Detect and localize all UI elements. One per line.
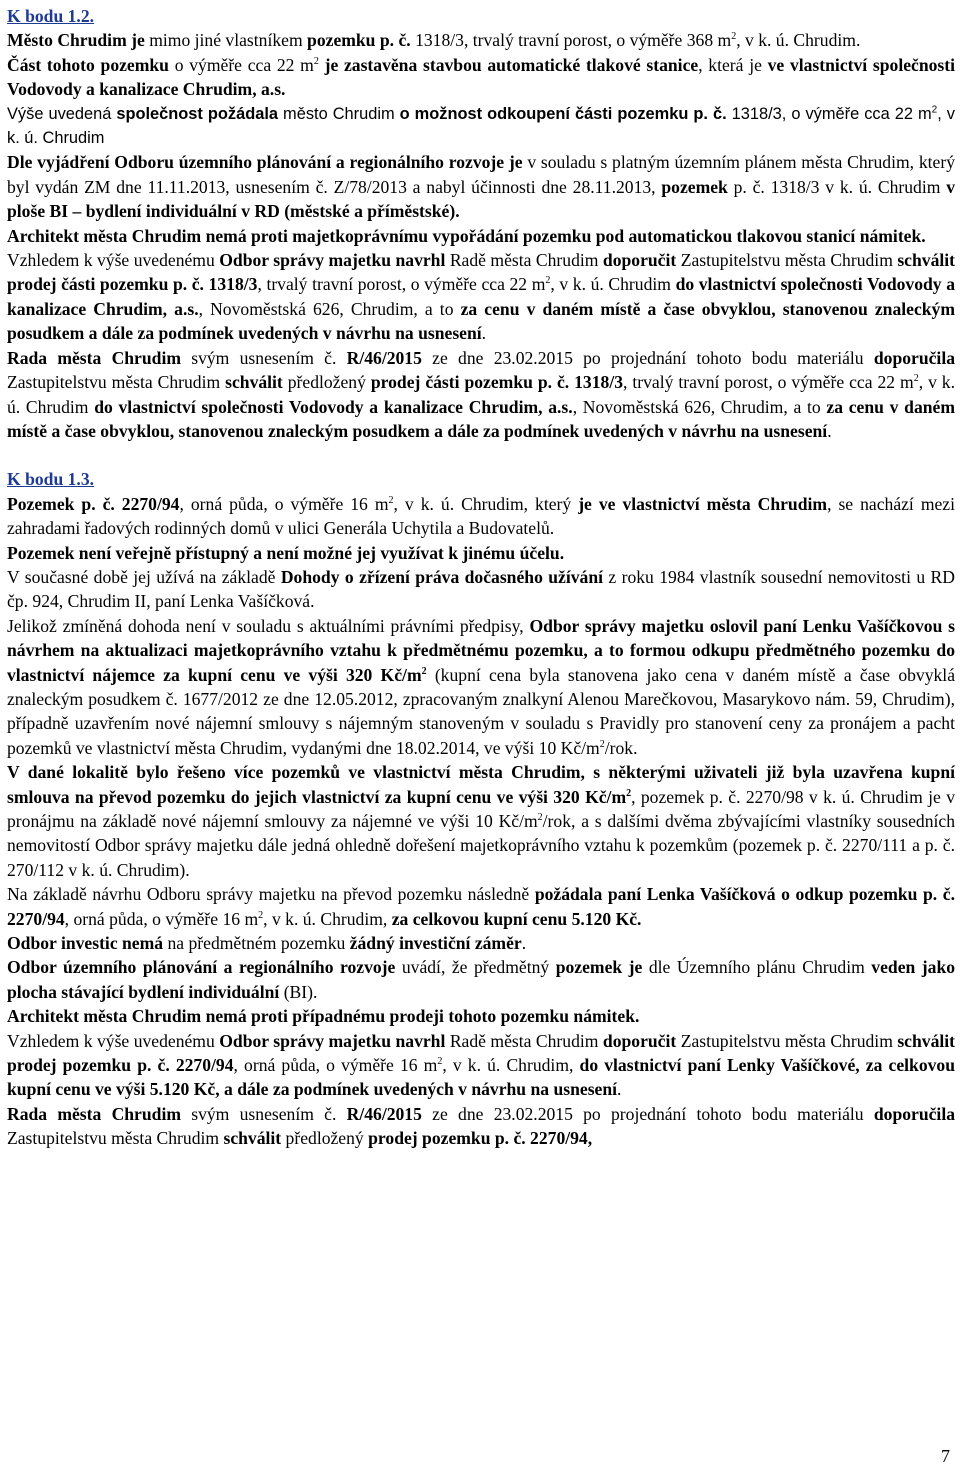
text-run: ze dne 23.02.2015 po projednání tohoto bodu materiálu: [421, 1103, 874, 1124]
text-run: je zastavěna stavbou automatické tlakové stanice: [318, 54, 699, 75]
text-run: 1318/3, trvalý travní porost, o výměře 368 m: [410, 30, 732, 51]
text-run: R/46/2015: [346, 1103, 422, 1124]
text-run: Dohody o zřízení práva dočasného užívání: [280, 566, 603, 587]
text-run: za celkovou kupní cenu 5.120 Kč.: [391, 908, 642, 929]
document-page: [7, 4, 955, 1151]
text-run: město Chrudim: [278, 104, 400, 123]
superscript: 2: [913, 373, 919, 385]
text-run: R/46/2015: [346, 347, 422, 368]
text-run: za cenu v daném místě a čase obvyklou, stanovenou znaleckým posudkem a dále za podmínek uvedených v návrhu na usnesení: [7, 298, 955, 344]
text-run: Dle vyjádření Odboru územního plánování a regionálního rozvoje je: [7, 152, 523, 173]
paragraph: [7, 565, 955, 614]
text-run: , trvalý travní porost, o výměře cca 22 m: [257, 274, 546, 295]
text-run: dle Územního plánu Chrudim: [642, 957, 872, 978]
text-run: doporučit: [602, 250, 677, 271]
text-run: Odbor územního plánování a regionálního rozvoje: [7, 957, 396, 978]
superscript: 2: [545, 275, 551, 287]
text-run: Zastupitelstvu města Chrudim: [676, 250, 898, 271]
text-run: Jelikož zmíněná dohoda není v souladu s aktuálními právními předpisy,: [7, 615, 530, 636]
text-run: schválit: [225, 372, 283, 393]
text-run: do vlastnictví společnosti Vodovody a kanalizace Chrudim, a.s.: [7, 274, 956, 319]
text-run: Výše uvedená: [7, 104, 117, 123]
text-run: do vlastnictví společnosti Vodovody a kanalizace Chrudim, a.s.: [94, 396, 573, 417]
paragraph: [7, 931, 955, 955]
text-run: , která je: [698, 54, 768, 75]
text-run: Architekt města Chrudim nemá proti majetkoprávnímu vypořádání pozemku pod automatickou tlakovou stanicí námitek.: [7, 225, 926, 246]
paragraph: [7, 492, 955, 541]
text-run: Odbor správy majetku oslovil paní Lenku Vašíčkovou s návrhem na aktualizaci majetkoprávního vztahu k předmětnému pozemku, a to formou odkupu předmětného pozemku do vlastnictví nájemce za kupní cenu ve výši 320 Kč/m: [7, 615, 955, 685]
text-run: Pozemek p. č. 2270/94: [7, 493, 180, 514]
text-run: /rok.: [604, 737, 638, 758]
section-heading: K bodu 1.3.: [7, 469, 95, 490]
text-run: , pozemek p. č. 2270/98 v k. ú. Chrudim je v pronájmu na základě nové nájemní smlouvy za nájemné ve výši 10 Kč/m: [7, 786, 955, 831]
document-body: [7, 4, 955, 1151]
paragraph: [7, 28, 955, 52]
text-run: schválit prodej části pozemku p. č.: [7, 250, 955, 295]
text-run: p. č. 1318/3 v k. ú. Chrudim: [727, 176, 947, 197]
superscript: 2: [626, 787, 632, 799]
text-run: Rada města Chrudim: [7, 347, 181, 368]
superscript: 2: [313, 55, 319, 67]
text-run: , v k. ú. Chrudim.: [736, 30, 861, 51]
text-run: (kupní cena byla stanovena jako cena v daném místě a čase obvyklá znaleckým posudkem č. 1677/2012 ze dne 12.05.2012, zpracovaným znalkyní Alenou Marečkovou, Masarykovo nám. 59, Chrudim), případně uzavřením nové nájemní smlouvy s nájemným stanoveným v souladu s Pravidly pro stanovení ceny za pronájem a pacht pozemků ve vlastnictví města Chrudim, vydanými dne 18.02.2014, ve výši 10 Kč/m: [7, 664, 956, 758]
paragraph: [7, 224, 955, 248]
text-run: v ploše BI – bydlení individuální v RD (městské a příměstské).: [7, 176, 955, 222]
text-run: pozemek je: [555, 957, 643, 978]
page-number: 7: [941, 1446, 950, 1466]
text-run: .: [827, 420, 832, 441]
paragraph: [7, 760, 955, 882]
text-run: Na základě návrhu Odboru správy majetku na převod pozemku následně: [7, 884, 535, 905]
text-run: prodej pozemku p. č. 2270/94,: [368, 1128, 593, 1149]
text-run: , orná půda, o výměře 16 m: [64, 908, 259, 929]
paragraph: [7, 882, 955, 931]
text-run: .: [521, 933, 527, 954]
text-run: Pozemek není veřejně přístupný a není možné jej využívat k jinému účelu.: [7, 542, 565, 563]
text-run: Zastupitelstvu města Chrudim: [676, 1030, 898, 1051]
superscript: 2: [931, 104, 938, 116]
text-run: Část tohoto pozemku: [7, 54, 169, 75]
text-run: , trvalý travní porost, o výměře cca 22 m: [623, 372, 914, 393]
text-run: Město Chrudim je: [7, 30, 145, 51]
text-run: Vzhledem k výše uvedenému: [7, 250, 220, 271]
text-run: Radě města Chrudim: [445, 250, 603, 271]
paragraph: [7, 955, 955, 1004]
text-run: Zastupitelstvu města Chrudim: [7, 1128, 224, 1149]
text-run: , v k. ú. Chrudim,: [442, 1055, 580, 1076]
text-run: pozemku p. č.: [307, 30, 411, 51]
section-gap: [7, 443, 955, 467]
text-run: Radě města Chrudim: [445, 1030, 603, 1051]
text-run: Vzhledem k výše uvedenému: [7, 1030, 220, 1051]
text-run: pozemek: [661, 176, 728, 197]
text-run: společnost požádala: [116, 104, 279, 123]
text-run: uvádí, že předmětný: [395, 957, 556, 978]
text-run: .: [481, 323, 487, 344]
text-run: , se nachází mezi zahradami řadových rodinných domů v ulici Generála Uchytila a Budovatelů.: [7, 493, 956, 539]
text-run: doporučila: [873, 1103, 955, 1124]
text-run: schválit: [223, 1128, 282, 1149]
text-run: Odbor správy majetku navrhl: [219, 1030, 446, 1051]
text-run: (BI).: [279, 981, 318, 1002]
text-run: , v k. ú. Chrudim, který: [393, 493, 579, 514]
text-run: , v k. ú. Chrudim: [550, 274, 676, 295]
paragraph: [7, 614, 955, 760]
text-run: , Novoměstská 626, Chrudim, a to: [572, 396, 827, 417]
text-run: 1318/3, o výměře cca 22 m: [726, 104, 932, 123]
text-run: předložený: [282, 372, 371, 393]
text-run: 1318/3: [203, 274, 258, 295]
superscript: 2: [599, 738, 605, 750]
text-run: svým usnesením č.: [180, 347, 347, 368]
text-run: žádný investiční záměr: [349, 933, 522, 954]
text-run: mimo jiné vlastníkem: [144, 30, 308, 51]
text-run: z roku 1984 vlastník sousední nemovitosti u RD čp. 924, Chrudim II, paní Lenka Vašíčková.: [7, 566, 955, 612]
paragraph: [7, 102, 955, 151]
paragraph: [7, 150, 955, 223]
paragraph: [7, 346, 955, 444]
text-run: V současné době jej užívá na základě: [7, 566, 281, 587]
section-heading: K bodu 1.2.: [7, 6, 95, 26]
text-run: , orná půda, o výměře 16 m: [233, 1055, 438, 1076]
paragraph: [7, 248, 955, 346]
text-run: ve vlastnictví společnosti Vodovody a kanalizace Chrudim, a.s.: [7, 54, 955, 100]
text-run: /rok, a s dalšími dvěma zbývajícími vlastníky sousedních nemovitostí Odbor správy majetku dále jedná ohledně dořešení majetkoprávního vztahu k pozemkům (pozemek p. č. 2270/111 a p. č. 270/112 v k. ú. Chrudim).: [7, 811, 955, 880]
text-run: požádala paní Lenka Vašíčková o odkup pozemku p. č. 2270/94: [7, 884, 955, 929]
text-run: Rada města Chrudim: [7, 1103, 181, 1124]
text-run: o výměře cca 22 m: [168, 54, 314, 75]
text-run: , v k. ú. Chrudim: [7, 372, 956, 417]
text-run: na předmětném pozemku: [163, 933, 350, 954]
superscript: 2: [537, 812, 543, 824]
text-run: Zastupitelstvu města Chrudim: [7, 372, 226, 393]
paragraph: [7, 1102, 955, 1151]
text-run: ze dne 23.02.2015 po projednání tohoto bodu materiálu: [421, 347, 874, 368]
text-run: prodej části pozemku p. č. 1318/3: [370, 372, 624, 393]
text-run: za cenu v daném místě a čase obvyklou, stanovenou znaleckým posudkem a dále za podmínek uvedených v návrhu na usnesení: [7, 396, 955, 441]
text-run: , v k. ú. Chrudim,: [263, 908, 392, 929]
text-run: V dané lokalitě bylo řešeno více pozemků ve vlastnictví města Chrudim, s některými uživateli již byla uzavřena kupní smlouva na převod pozemku do jejich vlastnictví za kupní cenu ve výši 320 Kč/m: [7, 762, 955, 807]
text-run: do vlastnictví paní Lenky Vašíčkové, za celkovou kupní cenu ve výši 5.120 Kč, a dále za podmínek uvedených v návrhu na usnesení: [7, 1055, 956, 1100]
superscript: 2: [731, 31, 737, 43]
superscript: 2: [388, 494, 394, 506]
text-run: , orná půda, o výměře 16 m: [179, 493, 389, 514]
text-run: předložený: [281, 1128, 369, 1149]
text-run: Odbor investic nemá: [7, 933, 164, 954]
text-run: v souladu s platným územním plánem města Chrudim, který byl vydán ZM dne 11.11.2013, usnesením č. Z/78/2013 a nabyl účinnosti dne 28.11.2013,: [7, 152, 955, 197]
text-run: schválit prodej pozemku p. č. 2270/94: [7, 1030, 955, 1076]
text-run: Odbor správy majetku navrhl: [219, 250, 446, 271]
text-run: , Novoměstská 626, Chrudim, a to: [198, 298, 461, 319]
superscript: 2: [437, 1056, 443, 1068]
paragraph: [7, 1029, 955, 1102]
text-run: , v k. ú. Chrudim: [7, 104, 955, 148]
text-run: doporučila: [873, 347, 955, 368]
text-run: doporučit: [602, 1030, 677, 1051]
superscript: 2: [421, 665, 427, 677]
superscript: 2: [258, 909, 264, 921]
text-run: veden jako plocha stávající bydlení individuální: [7, 957, 956, 1002]
paragraph: [7, 1004, 955, 1028]
text-run: je ve vlastnictví města Chrudim: [578, 493, 828, 514]
text-run: o možnost odkoupení části pozemku p. č.: [399, 104, 727, 123]
paragraph: [7, 53, 955, 102]
text-run: .: [617, 1079, 622, 1100]
paragraph: [7, 541, 955, 565]
text-run: svým usnesením č.: [180, 1103, 347, 1124]
text-run: Architekt města Chrudim nemá proti případnému prodeji tohoto pozemku námitek.: [7, 1006, 640, 1027]
